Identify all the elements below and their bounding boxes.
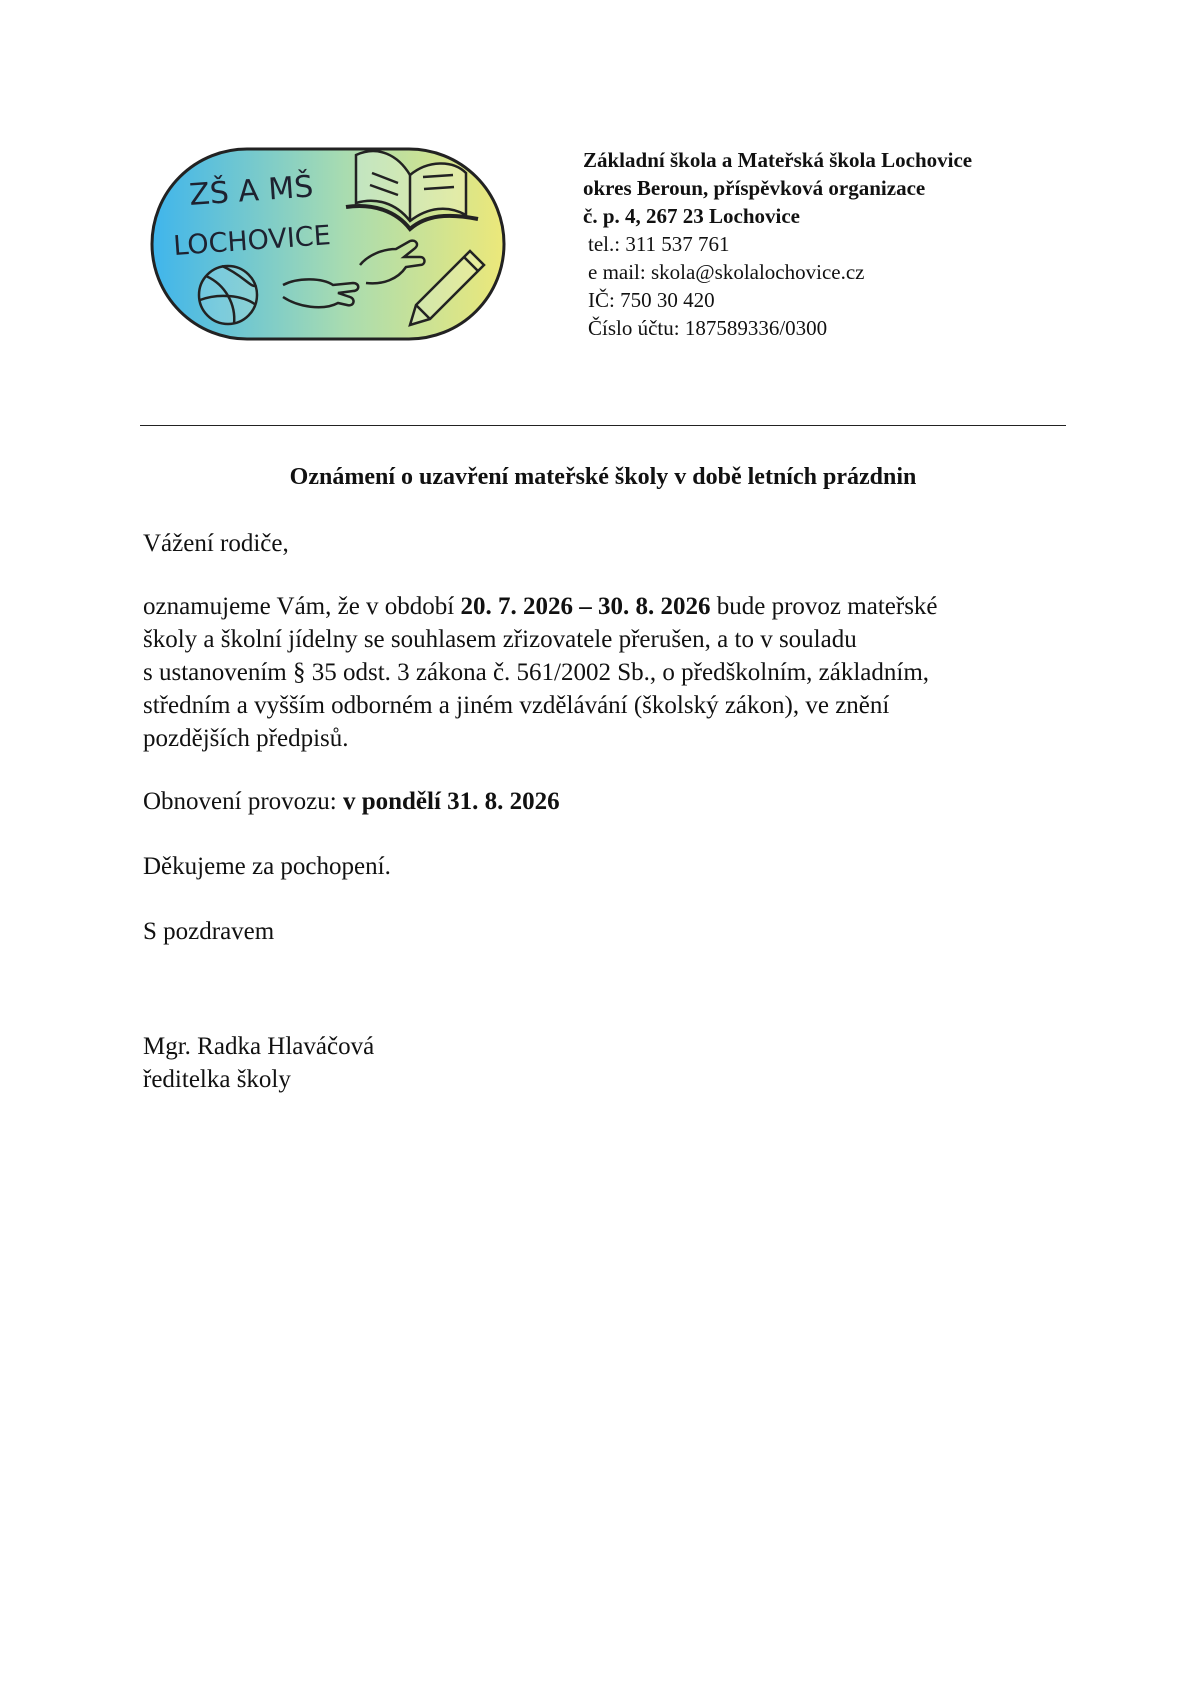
- announcement-line-3: s ustanovením § 35 odst. 3 zákona č. 561/2002 Sb., o předškolním, základním,: [143, 659, 930, 686]
- closure-dates: 20. 7. 2026 – 30. 8. 2026: [460, 593, 711, 620]
- greeting: Vážení rodiče,: [143, 530, 289, 557]
- header-divider: [140, 425, 1066, 426]
- reopen-label: Obnovení provozu:: [143, 788, 343, 815]
- school-district: okres Beroun, příspěvková organizace: [583, 176, 926, 200]
- announcement-line-4: středním a vyšším odborném a jiném vzdělávání (školský zákon), ve znění: [143, 692, 890, 719]
- document-title: Oznámení o uzavření mateřské školy v době letních prázdnin: [289, 464, 917, 490]
- reopen-date: v pondělí 31. 8. 2026: [342, 788, 560, 815]
- logo-text-2: LOCHOVICE: [172, 220, 332, 262]
- announcement-line-2: školy a školní jídelny se souhlasem zřizovatele přerušen, a to v souladu: [143, 626, 857, 653]
- regards-line: S pozdravem: [143, 918, 275, 945]
- school-account: Číslo účtu: 187589336/0300: [588, 316, 828, 340]
- announcement-paragraph: [143, 590, 1063, 755]
- announcement-text: bude provoz mateřské: [710, 593, 938, 620]
- ball-icon: [199, 266, 257, 324]
- announcement-text: oznamujeme Vám, že v období: [143, 593, 461, 620]
- signature: [143, 1030, 1063, 1096]
- announcement-line-1: [143, 590, 1063, 623]
- reopen-line: [143, 785, 1063, 818]
- school-address: č. p. 4, 267 23 Lochovice: [583, 204, 800, 228]
- signature-name: Mgr. Radka Hlaváčová: [143, 1033, 375, 1060]
- school-name: Základní škola a Mateřská škola Lochovice: [583, 148, 973, 172]
- school-phone: tel.: 311 537 761: [588, 232, 730, 256]
- school-logo: [148, 145, 508, 345]
- school-header: [583, 146, 972, 342]
- signature-role: ředitelka školy: [143, 1066, 291, 1093]
- school-ic: IČ: 750 30 420: [588, 288, 715, 312]
- logo-text-1: ZŠ A MŠ: [188, 169, 315, 213]
- thanks-line: Děkujeme za pochopení.: [143, 853, 391, 880]
- school-email: e mail: skola@skolalochovice.cz: [588, 260, 865, 284]
- announcement-line-5: pozdějších předpisů.: [143, 725, 349, 752]
